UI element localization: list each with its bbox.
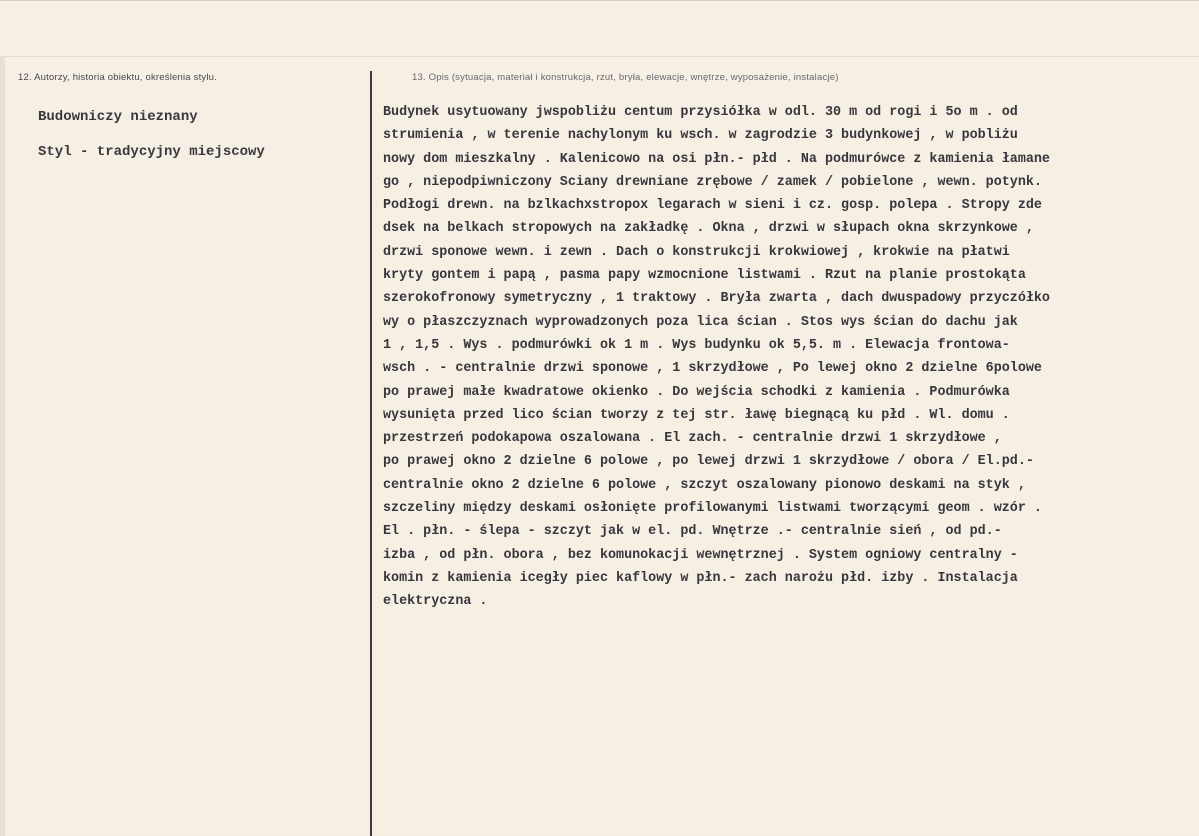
description-line: Budynek usytuowany jwspobliżu centum przysiółka w odl. 30 m od rogi i 5o m . od <box>383 105 1018 120</box>
style-text: Styl - tradycyjny miejscowy <box>38 144 265 160</box>
description-line: komin z kamienia icegły piec kaflowy w płn.- zach narożu płd. izby . Instalacja <box>383 570 1018 586</box>
section-13-header: 13. Opis (sytuacja, materiał i konstrukcja, rzut, bryła, elewacje, wnętrze, wyposażenie, instalacje) <box>412 72 839 83</box>
description-line: wy o płaszczyznach wyprowadzonych poza lica ścian . Stos wys ścian do dachu jak <box>383 314 1018 330</box>
description-line: po prawej okno 2 dzielne 6 polowe , po lewej drzwi 1 skrzydłowe / obora / El.pd.- <box>383 454 1034 470</box>
description-line: El . płn. - ślepa - szczyt jak w el. pd. Wnętrze .- centralnie sień , od pd.- <box>383 524 1002 540</box>
description-line: dsek na belkach stropowych na zakładkę . Okna , drzwi w słupach okna skrzynkowe , <box>383 221 1034 237</box>
description-line: drzwi sponowe wewn. i zewn . Dach o konstrukcji krokwiowej , krokwie na płatwi <box>383 244 1010 260</box>
description-line: strumienia , w terenie nachylonym ku wsch. w zagrodzie 3 budynkowej , w pobliżu <box>383 128 1018 144</box>
description-text <box>383 101 1195 614</box>
description-line: wsch . - centralnie drzwi sponowe , 1 skrzydłowe , Po lewej okno 2 dzielne 6polowe <box>383 361 1042 377</box>
description-line: izba , od płn. obora , bez komunokacji wewnętrznej . System ogniowy centralny - <box>383 547 1018 563</box>
description-line: nowy dom mieszkalny . Kalenicowo na osi płn.- płd . Na podmurówce z kamienia łamane <box>383 151 1050 167</box>
description-line: go , niepodpiwniczony Sciany drewniane zrębowe / zamek / pobielone , wewn. potynk. <box>383 174 1042 190</box>
column-divider <box>370 71 372 836</box>
description-line: elektryczna . <box>383 594 488 610</box>
description-line: szerokofronowy symetryczny , 1 traktowy . Bryła zwarta , dach dwuspadowy przyczółko <box>383 291 1050 307</box>
builder-text: Budowniczy nieznany <box>38 109 198 125</box>
description-line: 1 , 1,5 . Wys . podmurówki ok 1 m . Wys budynku ok 5,5. m . Elewacja frontowa- <box>383 337 1010 353</box>
card-left-edge <box>0 56 5 836</box>
description-line: po prawej małe kwadratowe okienko . Do wejścia schodki z kamienia . Podmurówka <box>383 384 1010 400</box>
description-line: przestrzeń podokapowa oszalowana . El zach. - centralnie drzwi 1 skrzydłowe , <box>383 431 1002 447</box>
card-fold-line <box>0 56 1199 57</box>
description-line: wysunięta przed lico ścian tworzy z tej str. ławę biegnącą ku płd . Wl. domu . <box>383 407 1010 423</box>
description-line: Podłogi drewn. na bzlkachxstropox legarach w sieni i cz. gosp. polepa . Stropy zde <box>383 198 1042 214</box>
description-line: kryty gontem i papą , pasma papy wzmocnione listwami . Rzut na planie prostokąta <box>383 268 1026 284</box>
description-line: centralnie okno 2 dzielne 6 polowe , szczyt oszalowany pionowo deskami na styk , <box>383 477 1026 493</box>
section-12-header: 12. Autorzy, historia obiektu, określenia stylu. <box>18 72 217 83</box>
description-line: szczeliny między deskami osłonięte profilowanymi listwami tworzącymi geom . wzór . <box>383 501 1042 517</box>
